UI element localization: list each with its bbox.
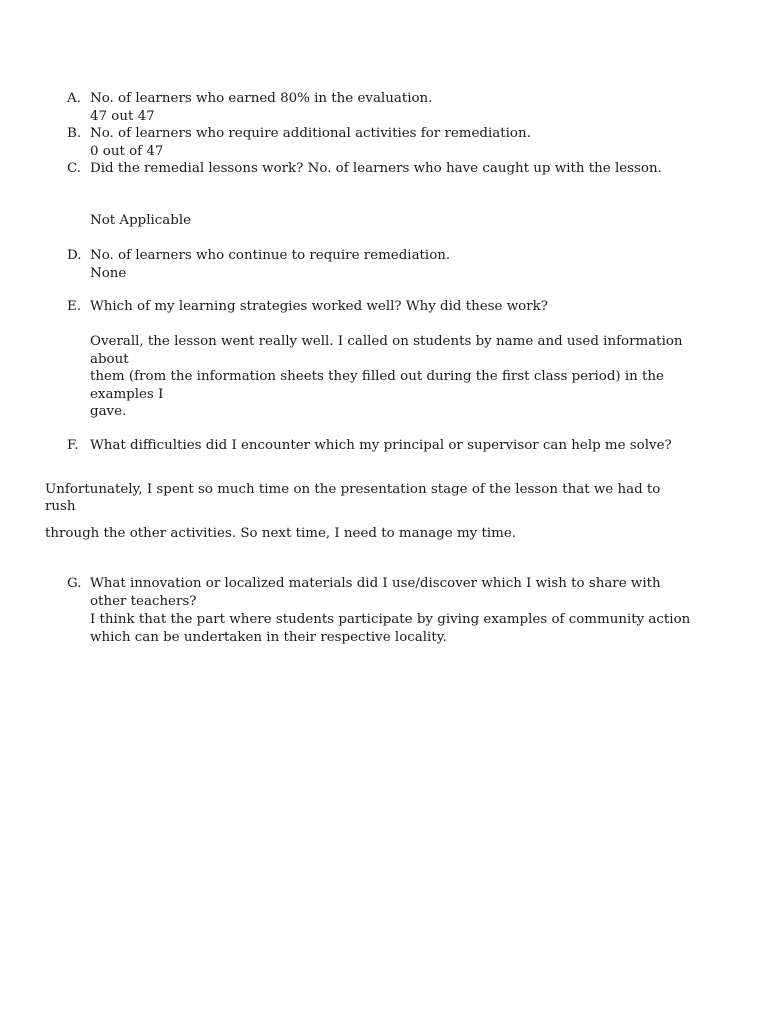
item-g-answer-line: I think that the part where students participate by giving examples of community action bbox=[90, 612, 691, 627]
item-b-answer: 0 out of 47 bbox=[90, 144, 164, 159]
item-b-letter: B. bbox=[67, 126, 82, 141]
item-f-letter: F. bbox=[67, 438, 79, 453]
item-e-answer-line: them (from the information sheets they filled out during the first class period) in the bbox=[90, 369, 664, 384]
item-g-letter: G. bbox=[67, 576, 82, 591]
item-a-question: No. of learners who earned 80% in the evaluation. bbox=[90, 91, 433, 106]
item-e-question: Which of my learning strategies worked well? Why did these work? bbox=[90, 299, 548, 314]
item-c-letter: C. bbox=[67, 161, 82, 176]
item-d-question: No. of learners who continue to require remediation. bbox=[90, 248, 451, 263]
item-f-answer-line: rush bbox=[45, 499, 76, 514]
item-f-question: What difficulties did I encounter which my principal or supervisor can help me solve? bbox=[90, 438, 672, 453]
item-c-question: Did the remedial lessons work? No. of learners who have caught up with the lesson. bbox=[90, 161, 662, 176]
item-e-letter: E. bbox=[67, 299, 82, 314]
item-g-answer-line: which can be undertaken in their respective locality. bbox=[90, 630, 447, 645]
item-a-answer: 47 out 47 bbox=[90, 109, 155, 124]
item-g-question-line: other teachers? bbox=[90, 594, 197, 609]
item-d-letter: D. bbox=[67, 248, 82, 263]
item-e-answer-line: Overall, the lesson went really well. I called on students by name and used information bbox=[90, 334, 683, 349]
item-b-question: No. of learners who require additional activities for remediation. bbox=[90, 126, 531, 141]
item-g-question-line: What innovation or localized materials did I use/discover which I wish to share with bbox=[90, 576, 661, 591]
item-e-answer-line: about bbox=[90, 352, 129, 367]
item-e-answer-line: examples I bbox=[90, 387, 164, 402]
item-e-answer-line: gave. bbox=[90, 404, 127, 419]
item-a-letter: A. bbox=[67, 91, 81, 106]
item-c-answer: Not Applicable bbox=[90, 213, 192, 228]
item-f-answer-line: through the other activities. So next time, I need to manage my time. bbox=[45, 526, 517, 541]
item-f-answer-line: Unfortunately, I spent so much time on the presentation stage of the lesson that we had to bbox=[45, 482, 661, 497]
item-d-answer: None bbox=[90, 266, 127, 281]
